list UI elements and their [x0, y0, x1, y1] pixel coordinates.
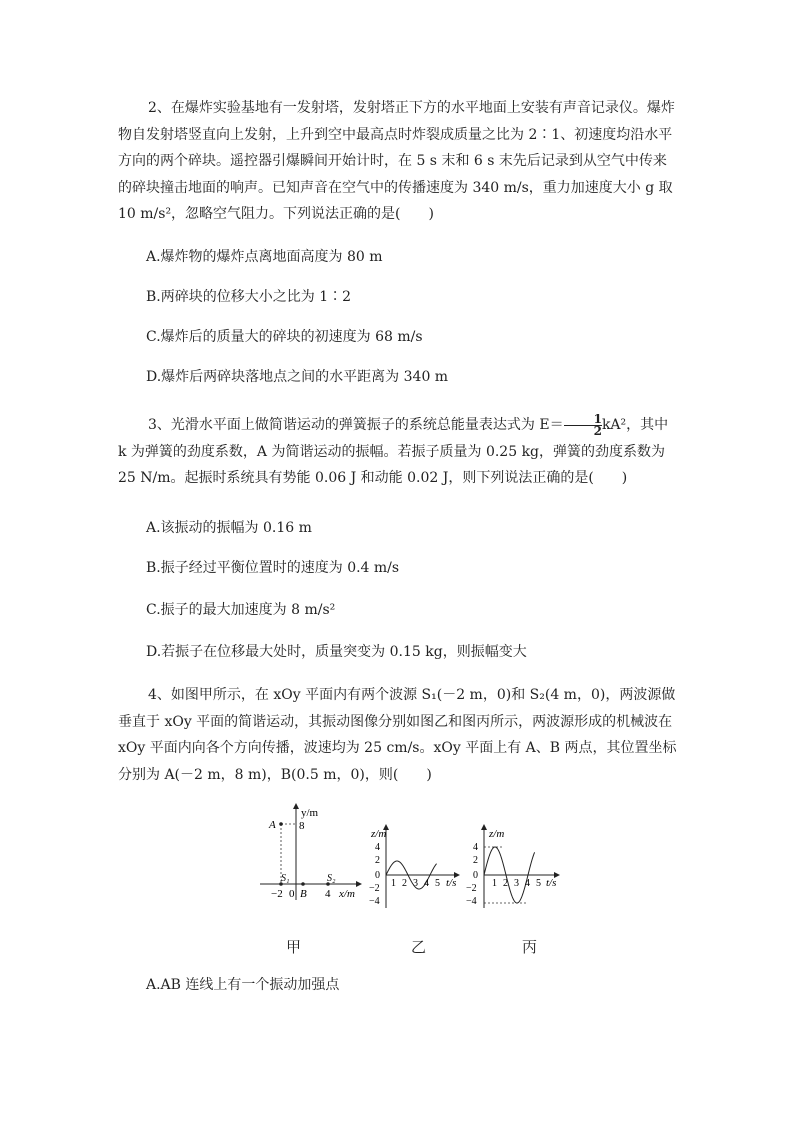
jia-tick-m2: −2: [271, 888, 283, 900]
bing-xtick-1: 1: [492, 878, 497, 889]
yi-xtick-4: 4: [424, 878, 429, 889]
energy-fraction: [564, 411, 602, 438]
jia-y-label: y/m: [301, 807, 319, 819]
jia-origin: 0: [289, 888, 295, 900]
fraction-denominator: 2: [593, 423, 602, 438]
bing-ytick-2: 2: [473, 855, 478, 866]
yi-x-label: t/s: [446, 877, 457, 889]
q2-option-c: C.爆炸后的质量大的碎块的初速度为 68 m/s: [146, 329, 423, 345]
figure-jia: [255, 800, 370, 910]
yi-ytick-0: 0: [375, 870, 380, 881]
figure-bing: [457, 822, 567, 914]
point-a-dot: [279, 822, 283, 826]
point-b-dot: [301, 882, 305, 886]
caption-yi: 乙: [411, 938, 427, 956]
q2-option-d: D.爆炸后两碎块落地点之间的水平距离为 340 m: [146, 369, 449, 385]
yi-ytick-2: 2: [375, 855, 380, 866]
q2-option-b: B.两碎块的位移大小之比为 1∶2: [146, 289, 352, 305]
bing-xtick-3: 3: [514, 878, 519, 889]
figure-yi: [366, 822, 466, 914]
bing-x-label: t/s: [546, 877, 557, 889]
q2-stem-text: 2、在爆炸实验基地有一发射塔，发射塔正下方的水平地面上安装有声音记录仪。爆炸物自发射塔竖直向上发射，上升到空中最高点时炸裂成质量之比为 2∶1、初速度均沿水平方向的两个碎块。遥控器引爆瞬间开始计时，在 5 s 末和 6 s 末先后记录到从空气中传来的碎块撞击地面的响声。已知声音在空气中的传播速度为 340 m/s，重力加速度大小 g 取 10 m/s²，忽略空气阻力。下列说法正确的是( ): [118, 100, 675, 222]
yi-xtick-3: 3: [413, 878, 418, 889]
jia-x-label: x/m: [339, 888, 355, 900]
fraction-numerator: 1: [564, 414, 602, 426]
bing-xtick-2: 2: [503, 878, 508, 889]
bing-ytick-4: 4: [473, 842, 478, 853]
jia-label-s1: S₁: [281, 873, 290, 884]
q3-option-d: D.若振子在位移最大处时，质量突变为 0.15 kg，则振幅变大: [146, 644, 527, 660]
yi-xtick-2: 2: [402, 878, 407, 889]
q4-stem-text: 4、如图甲所示，在 xOy 平面内有两个波源 S₁(－2 m，0)和 S₂(4 m，0)，两波源做垂直于 xOy 平面的简谐运动，其振动图像分别如图乙和图丙所示，两波源形成的机械波在 xOy 平面内向各个方向传播，波速均为 25 cm/s。xOy 平面上有 A、B 两点，其位置坐标分别为 A(－2 m，8 m)，B(0.5 m，0)，则( ): [118, 687, 677, 783]
yi-ytick-m2: −2: [369, 883, 380, 894]
q3-option-c: C.振子的最大加速度为 8 m/s²: [146, 602, 336, 618]
caption-jia: 甲: [286, 938, 302, 956]
bing-xtick-4: 4: [525, 878, 530, 889]
yi-y-label: z/m: [371, 828, 387, 840]
q2-stem: [118, 95, 678, 228]
yi-ytick-m4: −4: [369, 896, 380, 907]
q3-stem-b: kA²，其中 k 为弹簧的劲度系数，A 为简谐运动的振幅。若振子质量为 0.25 kg，弹簧的劲度系数为 25 N/m。起振时系统具有势能 0.06 J 和动能 0.02 J，则下列说法正确的是( ): [118, 417, 669, 486]
jia-tick-8: 8: [299, 820, 305, 832]
yi-xtick-1: 1: [391, 878, 396, 889]
q3-stem-a: 3、光滑水平面上做简谐运动的弹簧振子的系统总能量表达式为 E＝: [148, 417, 564, 433]
jia-label-s2: S₂: [327, 873, 336, 884]
q3-option-a: A.该振动的振幅为 0.16 m: [146, 520, 312, 536]
q4-option-a: A.AB 连线上有一个振动加强点: [146, 977, 340, 993]
bing-y-label: z/m: [489, 828, 505, 840]
bing-xtick-5: 5: [536, 878, 541, 889]
q3-option-b: B.振子经过平衡位置时的速度为 0.4 m/s: [146, 560, 400, 576]
q3-stem: [118, 412, 678, 492]
jia-label-b: B: [300, 888, 307, 900]
yi-ytick-4: 4: [375, 842, 380, 853]
bing-ytick-m4: −4: [466, 896, 477, 907]
bing-ytick-0: 0: [473, 870, 478, 881]
jia-tick-4: 4: [325, 888, 331, 900]
q4-stem: [118, 682, 678, 788]
q2-option-a: A.爆炸物的爆炸点离地面高度为 80 m: [146, 249, 383, 265]
jia-label-a: A: [269, 819, 276, 831]
bing-ytick-m2: −2: [466, 883, 477, 894]
yi-xtick-5: 5: [435, 878, 440, 889]
caption-bing: 丙: [522, 938, 538, 956]
